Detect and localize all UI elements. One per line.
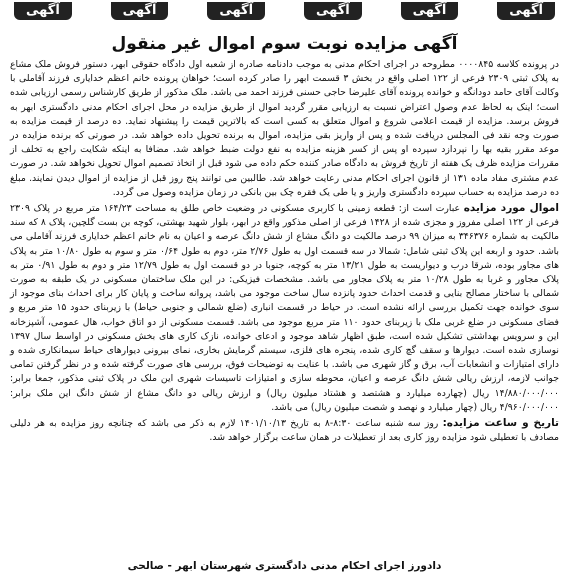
banner-strip: [0, 0, 569, 24]
date-label: تاریخ و ساعت مزایده:: [442, 417, 559, 430]
signature-line: دادورز اجرای احکام مدنی دادگستری شهرستان ابهر - صالحی: [127, 560, 442, 572]
banner-tab: آگهی: [207, 2, 265, 20]
notice-title: آگهی مزایده نوبت سوم اموال غیر منقول: [111, 34, 458, 54]
property-text: عبارت است از: قطعه زمینی با کاربری مسکونی در وضعیت خاص طلق به مساحت ۱۶۴/۲۳ متر مربع در پلاک ۲۳۰۹ فرعی از ۱۲۲ اصلی مفروز و مجزی شده از ۱۴۲۸ فرعی از اصلی مذکور واقع در ابهر، بلوار شهید بهشتی، کوچه بن بست گلچین، پلاک ۸ که سند مالکیت به شماره ۳۴۶۳۷۶ به میزان ۹۹ درصد مالکیت دو دانگ مشاع از شش دانگ عرصه و اعیان به نام خانم اعظم خدایاری فرزند آقاملی می باشد. حدود و اربعه این پلاک ثبتی شامل: شمالا در سه قسمت اول به طول ۲/۷۶ متر، دوم به طول ۰/۶۴ متر و سوم به طول ۱۰/۸۰ متر به پلاک های مجاور بوده، شرقا درب و دیواریست به طول ۱۳/۲۱ متر به کوچه، جنوبا در دو قسمت اول به طول ۱۲/۷۹ متر و دوم به طول ۰/۹۱ متر به پلاک مجاور و غربا به طول ۱۰/۲۸ متر به پلاک مجاور می باشد. مشخصات فیزیکی: در این ملک ساختمان مسکونی در یک طبقه به صورت شمالی با ساختار مصالح بنایی و قدمت احداث حدود پانزده سال ساخت موجود می باشد، پروانه ساخت و پایان کار برای احداث بنای موجود از سوی خوانده جهت تکمیل بررسی ارائه نشده است. در حیاط در قسمت انباری (ضلع شمالی و جنوبی حیاط) با زیربنای حدود ۱۵ متر مربع و فضای مسکونی در ضلع غربی ملک با زیربنای حدود ۱۱۰ متر مربع موجود می باشد. قسمت مسکونی از دو اتاق خواب، هال عمومی، آشپزخانه این و سرویس بهداشتی تشکیل شده است، طبق اظهار شاهد موجود و ادعای خوانده، نازک کاری های بخش مسکونی در اواسط سال ۱۳۹۷ نوسازی شده است. دیوارها و سقف گچ کاری شده، پنجره های فلزی، سیستم گرمایش بخاری، نمای بیرونی دیوارهای حیاط سیمانکاری شده و دارای امتیازات و انشعابات آب، برق و گاز شهری می باشد. با عنایت به توضیحات فوق، بررسی های صورت گرفته شده و در نظر گرفتن تمامی جوانب لازمه، ارزش ریالی شش دانگ عرصه و اعیان، محوطه سازی و امتیازات تاسیسات شهری این ملک در پلاک ثبتی مذکور، جمعا برابر: ۱۴/۸۸۰/۰۰۰/۰۰۰ ریال (چهارده میلیارد و هشتصد و هشتاد میلیون ریال) و ارزش ریالی دو دانگ مشاع از شش دانگ این ملک برابر: ۴/۹۶۰/۰۰۰/۰۰۰ ریال (چهار میلیارد و نهصد و شصت میلیون ریال) می باشد.: [10, 203, 560, 413]
banner-tab: آگهی: [111, 2, 169, 20]
banner-tab: آگهی: [14, 2, 72, 20]
banner-tab: آگهی: [497, 2, 555, 20]
property-label: اموال مورد مزایده: [463, 202, 560, 215]
property-paragraph: [10, 201, 559, 415]
date-paragraph: [10, 416, 559, 445]
notice-body: [10, 58, 559, 446]
date-text: روز سه شنبه ساعت ۸:۳۰-۸ به تاریخ ۱۴۰۱/۱۰/۱۳ لازم به ذکر می باشد که چنانچه روز مزایده به هر دلیلی مصادف با تعطیلی شود مزایده روز کاری بعد از تعطیلات در همان ساعت برگزار خواهد شد.: [10, 418, 559, 444]
banner-tab: آگهی: [401, 2, 459, 20]
banner-tab: آگهی: [304, 2, 362, 20]
intro-paragraph: در پرونده کلاسه ۰۰۰۰۸۴۵ مطروحه در اجرای احکام مدنی به موجب دادنامه صادره از شعبه اول دادگاه حقوقی ابهر، دستور فروش ملک مشاع به پلاک ثبتی ۲۳۰۹ فرعی از ۱۲۲ اصلی واقع در بخش ۳ قسمت ابهر را صادر کرده است؛ خواهان پرونده خانم اعظم خدایاری فرزند آقاملی با وکالت آقای حامد دودانگه و خوانده پرونده آقای علیرضا حاجی حسنی فرزند احمد می باشد. ملک مذکور از طریق کارشناس رسمی ارزیابی شده است؛ اینک به لحاظ عدم وصول اعتراض نسبت به ارزیابی مقرر گردید اموال از طریق مزایده در محل اجرای احکام مدنی دادگستری ابهر به فروش برسد. مزایده از قیمت اعلامی شروع و اموال متعلق به کسی است که بالاترین قیمت را پیشنهاد نماید. ده درصد از قیمت مزایده به صورت وجه نقد فی المجلس دریافت شده و پس از واریز بقی مزایده، اموال به برنده تحویل داده خواهد شد. در صورتی که برنده مزایده در موعد مقرر بقیه بها را نپردازد سپرده او پس از کسر هزینه مزایده به نفع دولت ضبط خواهد شد. مضافا به اینکه شکایت راجع به تخلف از مقررات مزایده ظرف یک هفته از تاریخ فروش به دادگاه صادر کننده حکم داده می شود قبل از اتخاذ تصمیم اموال تحویل نخواهد شد. در صورت عدم مشتری مفاد ماده ۱۳۱ از قانون اجرای احکام مدنی رعایت خواهد شد. طالبین می توانند پنج روز قبل از مزایده از اموال دیدن نمایند. مبلغ ده درصد مزایده به حساب سپرده دادگستری واریز و یا طی یک فقره چک بین بانکی در زمان مزایده وصول می گردد.: [10, 59, 559, 198]
